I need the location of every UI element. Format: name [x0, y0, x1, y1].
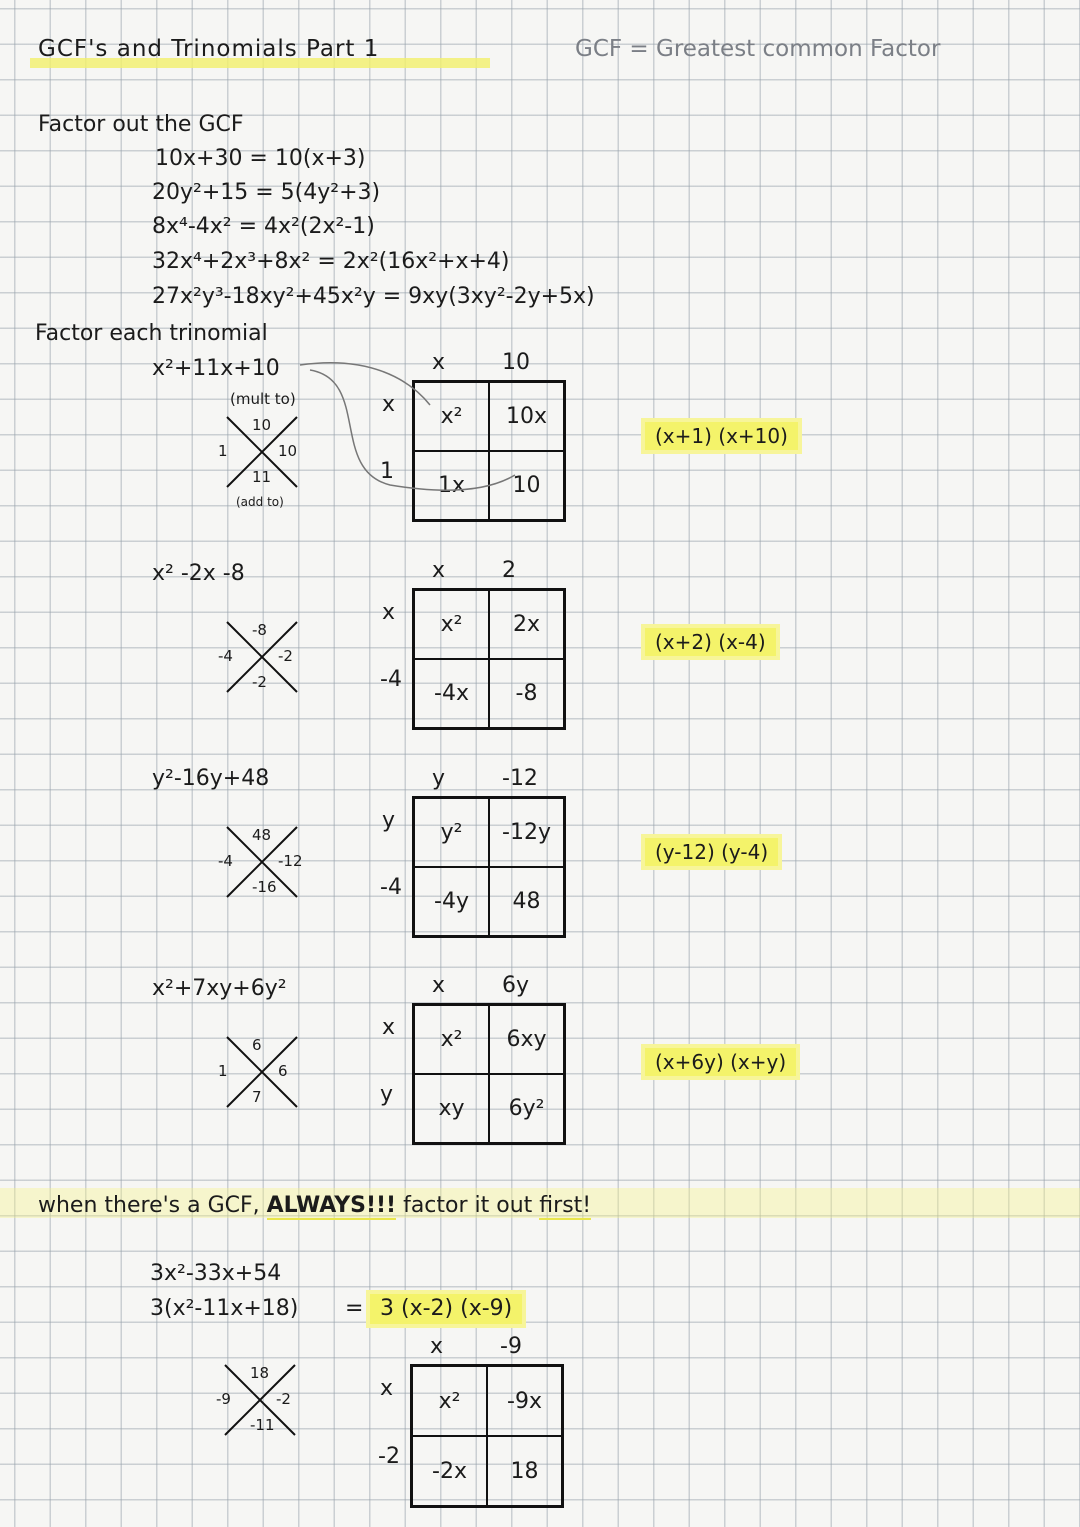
grid-cell: -4x [414, 659, 489, 728]
sum-value: 7 [252, 1088, 262, 1106]
column-factor: 2 [502, 558, 516, 583]
gcf-equation: 10x+30 = 10(x+3) [155, 146, 366, 171]
factored-answer: (x+2) (x-4) [645, 628, 776, 656]
grid-cell: 18 [487, 1436, 562, 1506]
gcf-heading: Factor out the GCF [38, 112, 244, 137]
grid-cell: x² [414, 1005, 489, 1074]
product-value: 10 [252, 416, 272, 434]
box-method-grid [412, 588, 566, 730]
note-text: when there's a GCF, [38, 1193, 260, 1218]
column-factor: x [430, 1334, 444, 1359]
product-value: 6 [252, 1036, 262, 1054]
x-diagram [218, 617, 302, 697]
factor-right: -12 [278, 852, 303, 870]
product-value: -8 [252, 621, 267, 639]
grid-cell: 6xy [489, 1005, 564, 1074]
grid-cell: -9x [487, 1366, 562, 1436]
column-factor: y [432, 766, 446, 791]
product-value: 48 [252, 826, 272, 844]
row-factor: 1 [380, 459, 394, 484]
grid-cell: x² [414, 382, 489, 451]
row-factor: x [380, 1376, 394, 1401]
x-diagram [216, 1360, 300, 1440]
gcf-equation: 8x⁴-4x² = 4x²(2x²-1) [152, 214, 375, 239]
note-emphasis: ALWAYS!!! [266, 1193, 397, 1218]
factor-left: -9 [216, 1390, 231, 1408]
column-factor: x [432, 558, 446, 583]
factor-right: 6 [278, 1062, 288, 1080]
row-factor: x [382, 392, 396, 417]
x-diagram [218, 1032, 302, 1112]
gcf-equation: 20y²+15 = 5(4y²+3) [152, 180, 381, 205]
grid-cell: y² [414, 798, 489, 867]
column-factor: 10 [502, 350, 530, 375]
mult-to-label: (mult to) [230, 390, 296, 408]
factor-left: -4 [218, 852, 233, 870]
grid-cell: -2x [412, 1436, 487, 1506]
box-method-grid [410, 1364, 564, 1508]
gcf-equation: 32x⁴+2x³+8x² = 2x²(16x²+x+4) [152, 249, 510, 274]
x-diagram [218, 822, 303, 902]
grid-cell: x² [412, 1366, 487, 1436]
grid-cell: xy [414, 1074, 489, 1143]
box-method-grid [412, 796, 566, 938]
trinomial-expression: x²+11x+10 [152, 356, 280, 381]
column-factor: -12 [502, 766, 538, 791]
column-factor: x [432, 973, 446, 998]
grid-cell: -8 [489, 659, 564, 728]
row-factor: -2 [378, 1444, 400, 1469]
grid-cell: 6y² [489, 1074, 564, 1143]
equals-sign: = [345, 1296, 364, 1321]
column-factor: x [432, 350, 446, 375]
product-value: 18 [250, 1364, 270, 1382]
column-factor: -9 [500, 1334, 522, 1359]
factor-right: -2 [276, 1390, 291, 1408]
row-factor: -4 [380, 667, 402, 692]
grid-cell: x² [414, 590, 489, 659]
page-title: GCF's and Trinomials Part 1 [38, 36, 380, 62]
factor-right: 10 [278, 442, 298, 460]
row-factor: x [382, 1015, 396, 1040]
factored-answer: (x+6y) (x+y) [645, 1048, 796, 1076]
factor-left: 1 [218, 1062, 228, 1080]
factor-right: -2 [278, 647, 293, 665]
x-lines [222, 1032, 302, 1112]
trinomial-expression: x²+7xy+6y² [152, 976, 287, 1001]
sum-value: -16 [252, 878, 277, 896]
grid-cell: 48 [489, 867, 564, 936]
factored-answer: (x+1) (x+10) [645, 422, 798, 450]
trinomial-heading: Factor each trinomial [35, 321, 268, 346]
note-text: factor it out [403, 1193, 533, 1218]
grid-cell: 2x [489, 590, 564, 659]
row-factor: y [382, 808, 396, 833]
sum-value: 11 [252, 468, 272, 486]
example-step: 3(x²-11x+18) [150, 1296, 299, 1321]
sum-value: -11 [250, 1416, 275, 1434]
grid-cell: -12y [489, 798, 564, 867]
arrow-annotations [290, 360, 530, 500]
example-expression: 3x²-33x+54 [150, 1261, 282, 1286]
gcf-definition: GCF = Greatest common Factor [575, 36, 941, 62]
row-factor: y [380, 1082, 394, 1107]
gcf-equation: 27x²y³-18xy²+45x²y = 9xy(3xy²-2y+5x) [152, 284, 595, 309]
factor-left: 1 [218, 442, 228, 460]
factor-left: -4 [218, 647, 233, 665]
example-answer: 3 (x-2) (x-9) [370, 1294, 522, 1324]
note-emphasis: first! [539, 1193, 592, 1218]
grid-cell: 10 [489, 451, 564, 520]
grid-cell: 10x [489, 382, 564, 451]
trinomial-expression: x² -2x -8 [152, 561, 245, 586]
gcf-note [38, 1195, 591, 1217]
factored-answer: (y-12) (y-4) [645, 838, 778, 866]
column-factor: 6y [502, 973, 530, 998]
row-factor: x [382, 600, 396, 625]
sum-value: -2 [252, 673, 267, 691]
trinomial-expression: y²-16y+48 [152, 766, 270, 791]
grid-cell: 1x [414, 451, 489, 520]
add-to-label: (add to) [236, 495, 284, 509]
box-method-grid [412, 1003, 566, 1145]
grid-cell: -4y [414, 867, 489, 936]
row-factor: -4 [380, 875, 402, 900]
